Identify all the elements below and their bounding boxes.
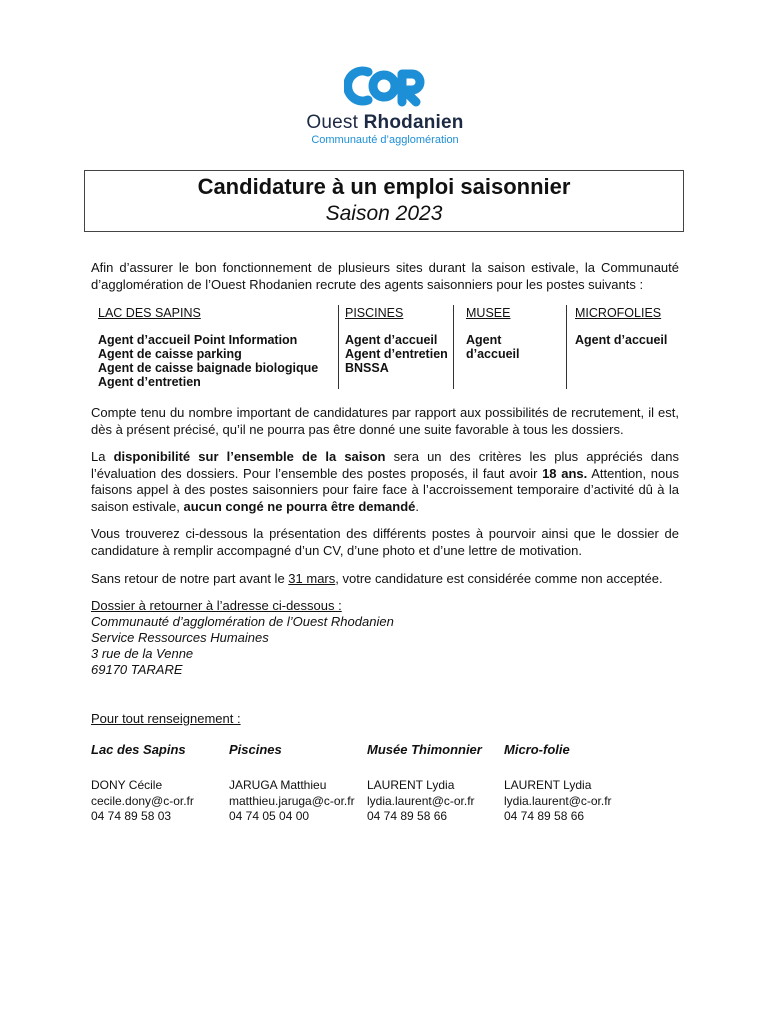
contact-lac-des-sapins <box>91 742 231 825</box>
address-line: Communauté d’agglomération de l’Ouest Rhodanien <box>91 614 394 629</box>
season-subtitle: Saison 2023 <box>325 202 443 225</box>
intro-paragraph: Afin d’assurer le bon fonctionnement de plusieurs sites durant la saison estivale, la Communauté d’agglomération de l’Ouest Rhodanien recrute des agents saisonniers pour les postes suivants : <box>91 260 679 292</box>
column-header: PISCINES <box>345 306 404 320</box>
position-item: Agent d’entretien <box>98 375 201 389</box>
contact-email[interactable]: lydia.laurent@c-or.fr <box>367 793 475 808</box>
brand-regular: Ouest <box>306 112 359 133</box>
contact-phone: 04 74 89 58 66 <box>504 809 585 823</box>
contact-email[interactable]: cecile.dony@c-or.fr <box>91 793 194 808</box>
page-title: Candidature à un emploi saisonnier <box>197 174 571 199</box>
cor-logo-mark-icon <box>344 62 426 110</box>
deadline-paragraph: Sans retour de notre part avant le 31 mars, votre candidature est considérée comme non acceptée. <box>91 571 663 586</box>
column-header: MUSEE <box>466 306 511 320</box>
positions-column-piscines <box>345 305 454 389</box>
contact-musee <box>367 742 507 825</box>
contact-micro-folie <box>504 742 644 825</box>
positions-table <box>91 305 681 390</box>
deadline-date: 31 mars <box>288 571 336 586</box>
positions-column-lac <box>98 305 339 389</box>
position-item: Agent d’accueil <box>575 333 668 347</box>
positions-column-microfolies <box>575 305 681 390</box>
contact-name: DONY Cécile <box>91 778 163 792</box>
position-item: BNSSA <box>345 361 389 375</box>
emphasis: 18 ans. <box>542 465 588 481</box>
position-item: d’accueil <box>466 347 520 361</box>
brand-name <box>300 112 470 134</box>
contact-place: Lac des Sapins <box>91 742 186 757</box>
contact-email[interactable]: matthieu.jaruga@c-or.fr <box>229 793 355 808</box>
position-item: Agent d’accueil Point Information <box>98 333 298 347</box>
info-heading: Pour tout renseignement : <box>91 711 241 726</box>
position-item: Agent d’entretien <box>345 347 448 361</box>
availability-paragraph: La disponibilité sur l’ensemble de la saison sera un des critères les plus appréciés dans l’évaluation des dossiers. Pour l’ensemble des postes proposés, il faut avoir 18 ans. Attention, nous faisons appel à des postes saisonniers pour faire face à l’accroissement temporaire d’activité dû à la saison estivale, aucun congé ne pourra être demandé. <box>91 449 679 514</box>
brand-tagline: Communauté d’agglomération <box>311 134 459 146</box>
contact-place: Musée Thimonnier <box>367 742 482 757</box>
contact-phone: 04 74 89 58 66 <box>367 809 448 823</box>
position-item: Agent de caisse parking <box>98 347 242 361</box>
title-box <box>84 170 684 232</box>
positions-column-musee <box>466 305 567 389</box>
contact-phone: 04 74 05 04 00 <box>229 809 310 823</box>
emphasis: disponibilité sur l’ensemble de la saison <box>113 449 386 464</box>
return-address <box>91 598 394 678</box>
contact-piscines <box>229 742 369 825</box>
position-item: Agent de caisse baignade biologique <box>98 361 319 375</box>
address-line: 3 rue de la Venne <box>91 646 194 661</box>
address-line: 69170 TARARE <box>91 662 183 677</box>
contact-place: Micro-folie <box>504 742 570 757</box>
recruitment-paragraph: Compte tenu du nombre important de candidatures par rapport aux possibilités de recrutement, il est, dès à présent précisé, qu’il ne pourra pas être donné une suite favorable à tous les dossiers. <box>91 405 679 437</box>
brand-bold: Rhodanien <box>363 112 464 133</box>
documents-paragraph: Vous trouverez ci-dessous la présentation des différents postes à pourvoir ainsi que le dossier de candidature à remplir accompagné d’un CV, d’une photo et d’une lettre de motivation. <box>91 526 679 558</box>
emphasis: aucun congé ne pourra être demandé <box>183 498 416 514</box>
contact-name: LAURENT Lydia <box>367 778 455 792</box>
address-label: Dossier à retourner à l’adresse ci-dessous : <box>91 598 342 613</box>
column-header: MICROFOLIES <box>575 306 662 320</box>
contact-place: Piscines <box>229 742 282 757</box>
contact-name: LAURENT Lydia <box>504 778 592 792</box>
position-item: Agent d’accueil <box>345 333 438 347</box>
position-item: Agent <box>466 333 502 347</box>
contact-phone: 04 74 89 58 03 <box>91 809 172 823</box>
contact-name: JARUGA Matthieu <box>229 778 327 792</box>
cor-logo <box>300 62 470 146</box>
address-line: Service Ressources Humaines <box>91 630 269 645</box>
contact-email[interactable]: lydia.laurent@c-or.fr <box>504 793 612 808</box>
column-header: LAC DES SAPINS <box>98 306 201 320</box>
